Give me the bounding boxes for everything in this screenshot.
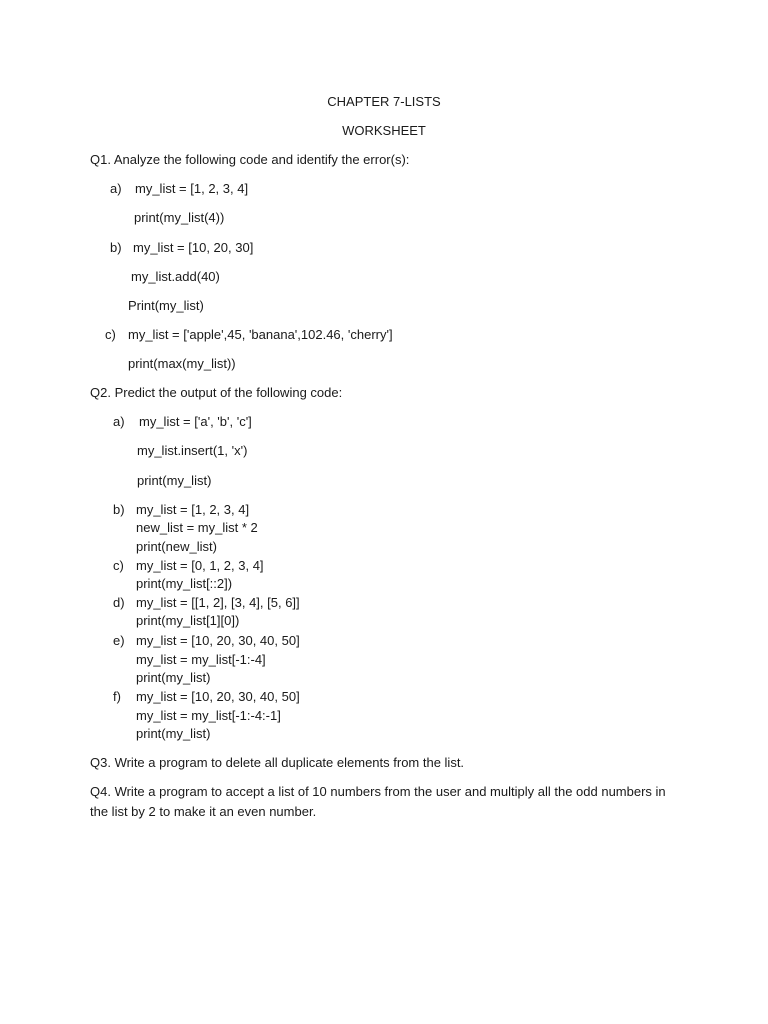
q2-c-code-line: my_list = [0, 1, 2, 3, 4] <box>136 558 264 573</box>
q2-e-code-line: my_list = my_list[-1:-4] <box>136 652 266 667</box>
q2-d-code-line: print(my_list[1][0]) <box>136 613 240 628</box>
q2-a-code-line: my_list.insert(1, 'x') <box>137 443 248 458</box>
q1-b-code-line: my_list.add(40) <box>131 269 220 284</box>
q1-a-label: a) <box>110 181 122 196</box>
q2-c-code-line: print(my_list[::2]) <box>136 576 233 591</box>
q2-f-label: f) <box>113 689 121 704</box>
q2-a-code-line: my_list = ['a', 'b', 'c'] <box>139 414 252 429</box>
q2-f-code-line: my_list = my_list[-1:-4:-1] <box>136 708 281 723</box>
q1-a-code-line: print(my_list(4)) <box>134 210 225 225</box>
chapter-title: CHAPTER 7-LISTS <box>327 94 441 109</box>
q2-prompt: Q2. Predict the output of the following code: <box>90 385 343 400</box>
q2-d-label: d) <box>113 595 125 610</box>
q2-c-label: c) <box>113 558 124 573</box>
q2-f-code-line: print(my_list) <box>136 726 211 741</box>
q1-prompt: Q1. Analyze the following code and identify the error(s): <box>90 152 410 167</box>
q2-a-label: a) <box>113 414 125 429</box>
q1-b-code-line: Print(my_list) <box>128 298 204 313</box>
q1-c-code-line: print(max(my_list)) <box>128 356 236 371</box>
q2-b-label: b) <box>113 502 125 517</box>
worksheet-heading: WORKSHEET <box>342 123 426 138</box>
q1-c-code-line: my_list = ['apple',45, 'banana',102.46, 'cherry'] <box>128 327 393 342</box>
q1-c-label: c) <box>105 327 116 342</box>
q1-a-code-line: my_list = [1, 2, 3, 4] <box>135 181 249 196</box>
q2-e-code-line: my_list = [10, 20, 30, 40, 50] <box>136 633 300 648</box>
q1-b-label: b) <box>110 240 122 255</box>
q1-b-code-line: my_list = [10, 20, 30] <box>133 240 254 255</box>
q2-b-code-line: my_list = [1, 2, 3, 4] <box>136 502 250 517</box>
q4-prompt-line: the list by 2 to make it an even number. <box>90 804 317 819</box>
q2-a-code-line: print(my_list) <box>137 473 212 488</box>
q2-d-code-line: my_list = [[1, 2], [3, 4], [5, 6]] <box>136 595 300 610</box>
q2-b-code-line: print(new_list) <box>136 539 217 554</box>
q3-prompt: Q3. Write a program to delete all duplicate elements from the list. <box>90 755 465 770</box>
q2-e-label: e) <box>113 633 125 648</box>
q2-f-code-line: my_list = [10, 20, 30, 40, 50] <box>136 689 300 704</box>
q2-b-code-line: new_list = my_list * 2 <box>136 520 258 535</box>
q2-e-code-line: print(my_list) <box>136 670 211 685</box>
q4-prompt-line: Q4. Write a program to accept a list of 10 numbers from the user and multiply all the odd numbers in <box>90 784 666 799</box>
